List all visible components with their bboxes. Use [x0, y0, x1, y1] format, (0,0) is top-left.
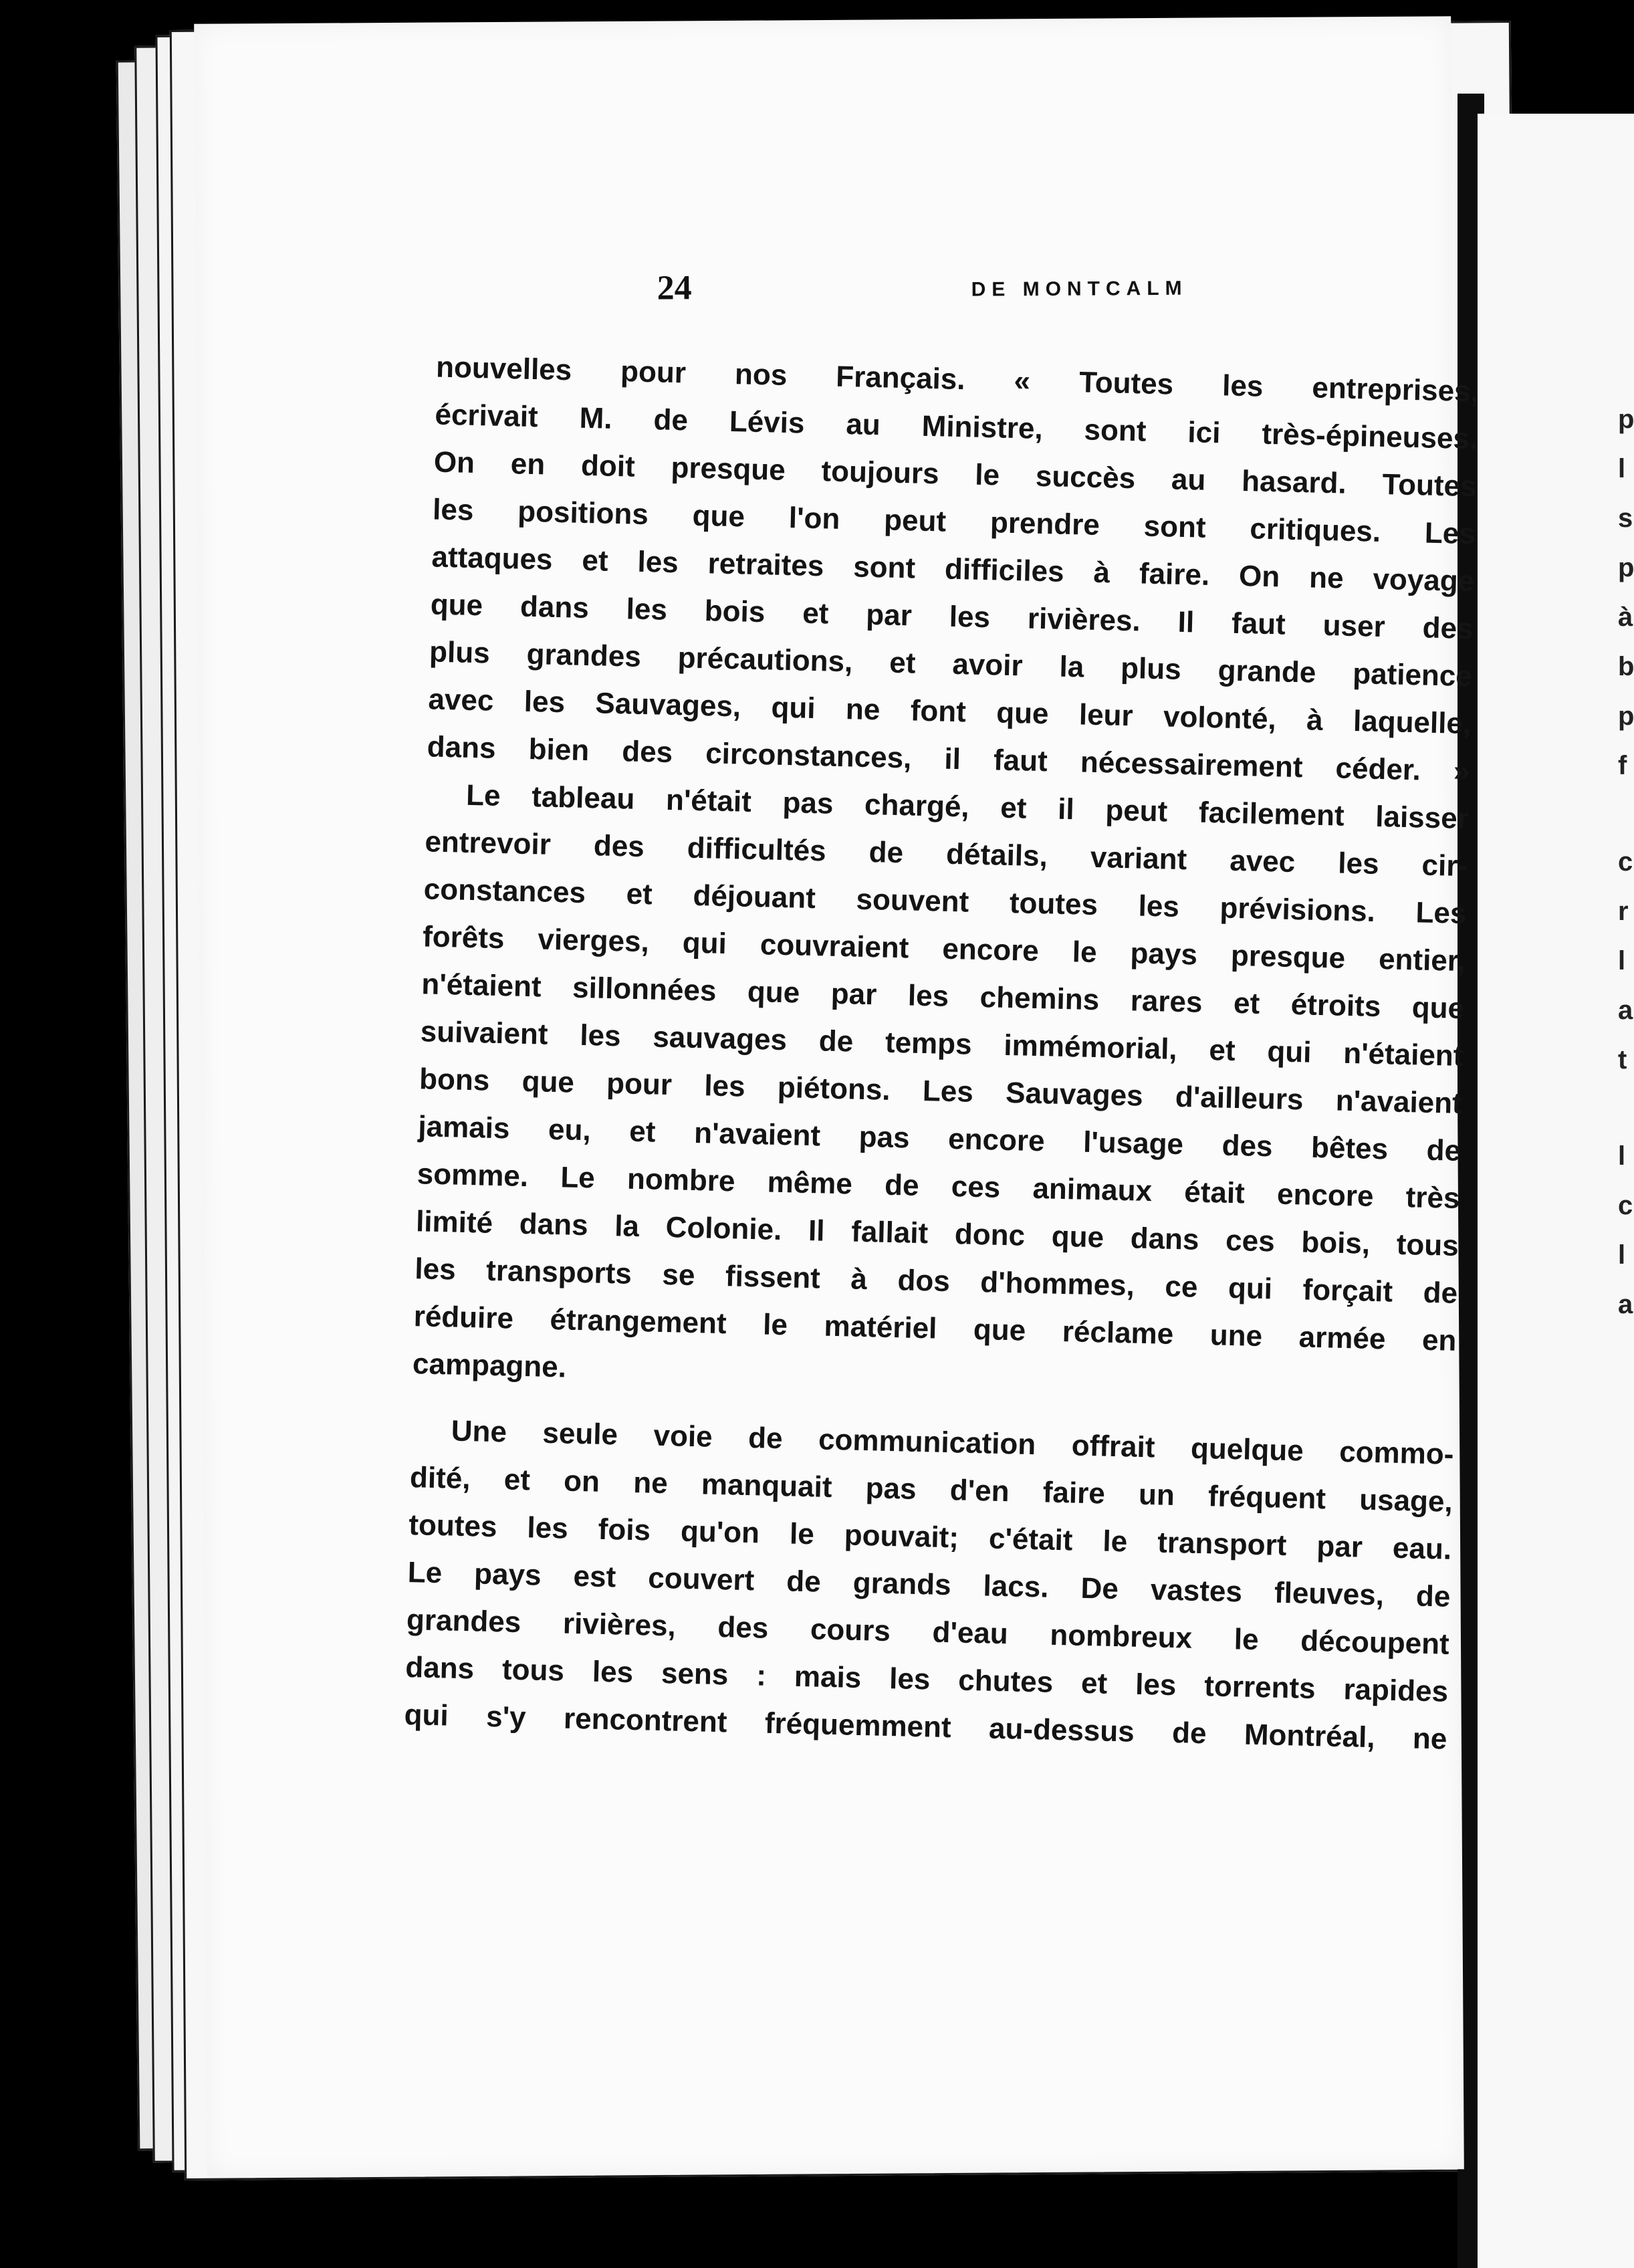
text-line: que dans les bois et par les rivières. Il faut user des [430, 588, 1474, 646]
text-line: suivaient les sauvages de temps immémorial, et qui n'étaient [420, 1015, 1464, 1073]
fragment-letter: l [1618, 1240, 1626, 1270]
fragment-letter: f [1618, 751, 1627, 780]
text-line: forêts vierges, qui couvraient encore le pays presque entier, [422, 920, 1466, 978]
fragment-letter: a [1618, 996, 1633, 1025]
fragment-letter: p [1618, 701, 1634, 731]
text-line: bons que pour les piétons. Les Sauvages d'ailleurs n'avaient [419, 1062, 1463, 1121]
paragraph-2 [412, 770, 1469, 1411]
fragment-letter: b [1618, 652, 1634, 681]
fragment-letter: à [1618, 602, 1633, 632]
text-line: les transports se fissent à dos d'hommes, ce qui forçait de [414, 1252, 1458, 1310]
text-line: n'étaient sillonnées que par les chemins rares et étroits que [421, 968, 1465, 1026]
text-line: grandes rivières, des cours d'eau nombreux le découpent [406, 1603, 1450, 1661]
fragment-letter: a [1618, 1290, 1633, 1319]
text-line: jamais eu, et n'avaient pas encore l'usage des bêtes de [417, 1110, 1462, 1167]
body-text [404, 344, 1480, 1763]
text-line: plus grandes précautions, et avoir la plus grande patience [429, 635, 1473, 693]
paragraph-1 [427, 344, 1480, 796]
text-line: somme. Le nombre même de ces animaux était encore très [417, 1157, 1460, 1215]
page-header [657, 263, 1466, 328]
fragment-letter: l [1618, 1141, 1626, 1171]
text-line: limité dans la Colonie. Il fallait donc que dans ces bois, tous [415, 1205, 1460, 1262]
fragment-letter: r [1618, 897, 1629, 926]
text-line: les positions que l'on peut prendre sont critiques. Les [432, 493, 1476, 551]
text-line: dans bien des circonstances, il faut nécessairement céder. » [427, 730, 1471, 788]
text-line: qui s'y rencontrent fréquemment au-dessus de Montréal, ne [404, 1698, 1447, 1756]
text-line: attaques et les retraites sont difficiles à faire. On ne voyage [431, 540, 1475, 598]
fragment-letter: p [1618, 405, 1634, 434]
text-line: écrivait M. de Lévis au Ministre, sont ici très-épineuses. [435, 398, 1478, 456]
fragment-letter: l [1618, 454, 1626, 483]
text-line: nouvelles pour nos Français. « Toutes les entreprises, [435, 350, 1480, 409]
text-line: campagne. [412, 1347, 567, 1384]
text-line: Le pays est couvert de grands lacs. De vastes fleuves, de [407, 1556, 1451, 1613]
text-line: dité, et on ne manquait pas d'en faire un fréquent usage, [409, 1461, 1453, 1518]
text-line: toutes les fois qu'on le pouvait; c'était le transport par eau. [408, 1508, 1452, 1566]
facing-page [1478, 114, 1634, 2268]
text-line: Une seule voie de communication offrait quelque commo- [451, 1414, 1454, 1471]
fragment-letter: p [1618, 553, 1634, 582]
text-line: dans tous les sens : mais les chutes et les torrents rapides [404, 1651, 1449, 1708]
text-line: Le tableau n'était pas chargé, et il peut facilement laisser [465, 778, 1470, 836]
running-title: DE MONTCALM [971, 277, 1188, 301]
text-line: On en doit presque toujours le succès au hasard. Toutes [433, 445, 1478, 503]
fragment-letter: t [1618, 1045, 1627, 1074]
text-line: constances et déjouant souvent toutes les prévisions. Les [423, 873, 1468, 931]
page-number: 24 [657, 269, 692, 308]
fragment-letter: c [1618, 847, 1633, 877]
text-line: entrevoir des difficultés de détails, variant avec les cir- [424, 825, 1468, 883]
book-page [194, 16, 1480, 2176]
paragraph-3 [404, 1406, 1454, 1763]
facing-page-text-fragments [1618, 394, 1634, 1329]
fragment-letter: l [1618, 946, 1626, 976]
text-line: réduire étrangement le matériel que réclame une armée en [413, 1300, 1457, 1357]
fragment-letter: s [1618, 503, 1633, 533]
text-line: avec les Sauvages, qui ne font que leur volonté, à laquelle, [427, 683, 1472, 741]
fragment-letter: c [1618, 1191, 1633, 1220]
